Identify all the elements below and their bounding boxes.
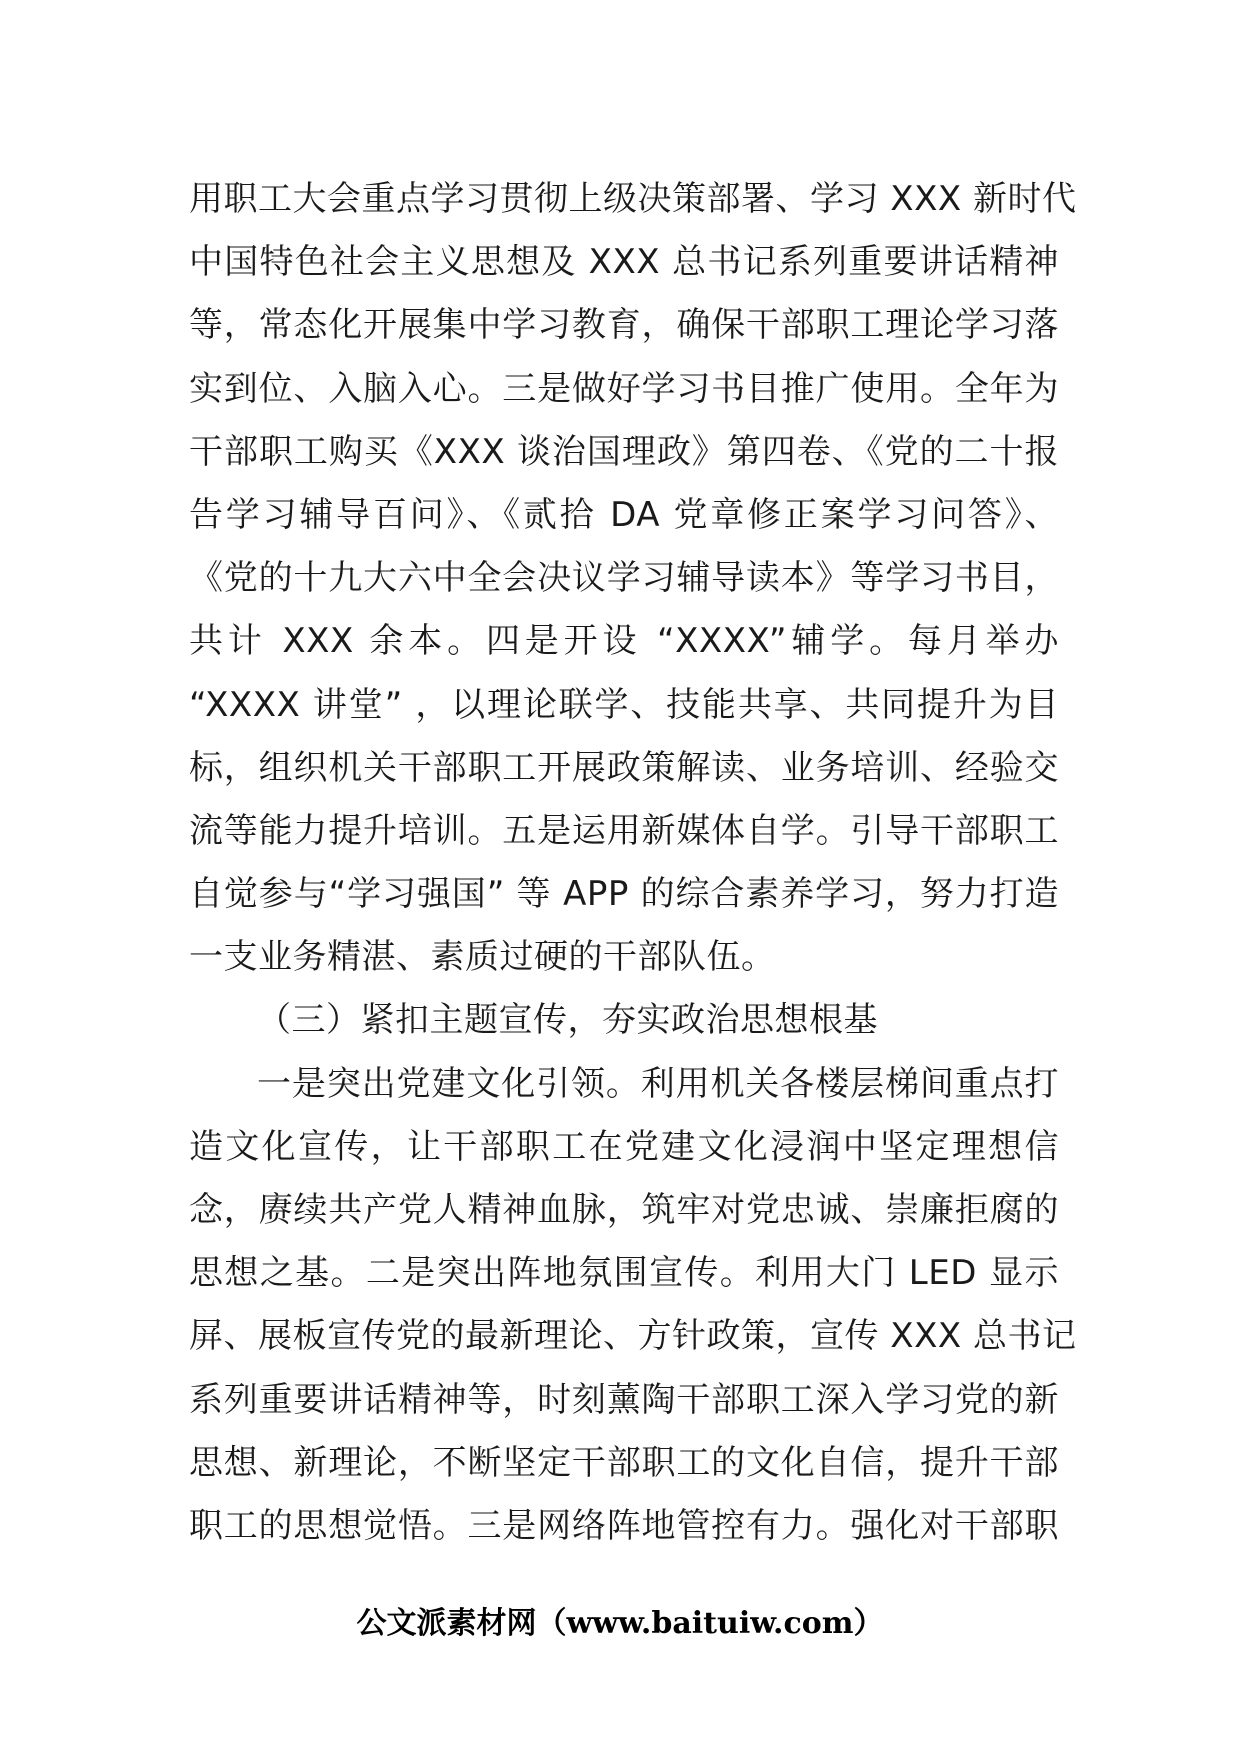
text-line: 中国特色社会主义思想及 XXX 总书记系列重要讲话精神 [189,242,1059,283]
paragraph-2 [189,1053,1077,1559]
text-line: 一支业务精湛、素质过硬的干部队伍。 [189,937,776,978]
paragraph-1 [189,168,1077,989]
text-line: 用职工大会重点学习贯彻上级决策部署、学习 XXX 新时代 [189,179,1077,219]
text-line: 一是突出党建文化引领。利用机关各楼层梯间重点打 [257,1063,1059,1104]
text-line: 流等能力提升培训。五是运用新媒体自学。引导干部职工 [189,810,1059,851]
text-line: 思想之基。二是突出阵地氛围宣传。利用大门 LED 显示 [189,1253,1059,1294]
document-body [189,168,1077,1558]
text-line: 《党的十九大六中全会决议学习辅导读本》等学习书目， [189,558,1059,599]
text-line: 等，常态化开展集中学习教育，确保干部职工理论学习落 [189,305,1059,346]
text-line: 告学习辅导百问》、《贰拾 DA 党章修正案学习问答》、 [189,494,1059,535]
text-line: 思想、新理论，不断坚定干部职工的文化自信，提升干部 [189,1442,1059,1483]
text-line: 念，赓续共产党人精神血脉，筑牢对党忠诚、崇廉拒腐的 [189,1190,1059,1230]
footer-watermark: 公文派素材网（www.baituiw.com） [356,1606,884,1641]
text-line: 职工的思想觉悟。三是网络阵地管控有力。强化对干部职 [189,1505,1059,1546]
text-line: 造文化宣传，让干部职工在党建文化浸润中坚定理想信 [189,1126,1059,1167]
text-line: 干部职工购买《XXX 谈治国理政》第四卷、《党的二十报 [189,431,1059,472]
text-line: 共计 XXX 余本。四是开设 “XXXX”辅学。每月举办 [189,621,1059,662]
section-heading: （三）紧扣主题宣传，夯实政治思想根基 [257,1000,878,1041]
text-line: 屏、展板宣传党的最新理论、方针政策，宣传 XXX 总书记 [189,1316,1077,1357]
text-line: 系列重要讲话精神等，时刻薰陶干部职工深入学习党的新 [189,1379,1059,1420]
text-line: 标，组织机关干部职工开展政策解读、业务培训、经验交 [189,747,1059,788]
text-line: “XXXX 讲堂” ，以理论联学、技能共享、共同提升为目 [189,684,1059,725]
text-line: 实到位、入脑入心。三是做好学习书目推广使用。全年为 [189,368,1059,409]
text-line: 自觉参与“学习强国” 等 APP 的综合素养学习，努力打造 [189,874,1059,915]
